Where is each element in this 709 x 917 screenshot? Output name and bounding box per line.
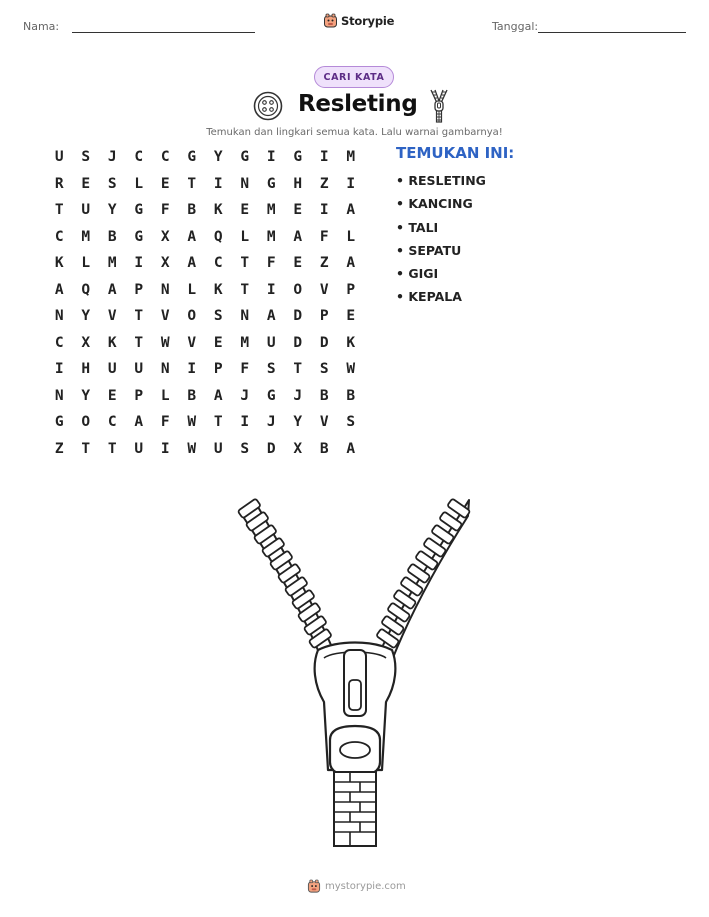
grid-cell[interactable]: P xyxy=(319,308,329,324)
grid-cell[interactable]: E xyxy=(293,202,303,218)
grid-cell[interactable]: C xyxy=(160,149,170,165)
grid-cell[interactable]: K xyxy=(107,334,117,351)
grid-cell[interactable]: A xyxy=(293,228,303,245)
grid-cell[interactable]: I xyxy=(266,281,276,298)
grid-cell[interactable]: G xyxy=(293,149,303,165)
grid-cell[interactable]: E xyxy=(107,387,117,404)
word-list-item xyxy=(396,219,486,242)
grid-cell[interactable]: B xyxy=(187,387,197,404)
grid-cell[interactable]: Z xyxy=(319,255,329,271)
grid-cell[interactable]: M xyxy=(240,334,250,351)
word-list xyxy=(396,172,486,312)
grid-cell[interactable]: Q xyxy=(81,281,91,298)
grid-cell[interactable]: E xyxy=(346,308,356,324)
grid-cell[interactable]: T xyxy=(213,414,223,430)
grid-cell[interactable]: A xyxy=(346,202,356,218)
grid-cell[interactable]: E xyxy=(240,202,250,218)
grid-cell[interactable]: N xyxy=(54,387,64,404)
bullet-icon: • xyxy=(396,289,409,305)
grid-cell[interactable]: I xyxy=(187,361,197,377)
grid-cell[interactable]: I xyxy=(240,414,250,430)
grid-cell[interactable]: A xyxy=(346,440,356,457)
grid-cell[interactable]: D xyxy=(293,334,303,351)
grid-cell[interactable]: E xyxy=(160,175,170,192)
word-list-item xyxy=(396,242,486,265)
grid-cell[interactable]: Y xyxy=(213,149,223,165)
grid-cell[interactable]: A xyxy=(134,414,144,430)
grid-cell[interactable]: B xyxy=(187,202,197,218)
grid-cell[interactable]: D xyxy=(319,334,329,351)
grid-cell[interactable]: Z xyxy=(54,440,64,457)
grid-cell[interactable]: E xyxy=(213,334,223,351)
grid-cell[interactable]: S xyxy=(346,414,356,430)
word-search-grid[interactable] xyxy=(46,146,364,464)
grid-cell[interactable]: U xyxy=(81,202,91,218)
grid-cell[interactable]: C xyxy=(107,414,117,430)
grid-cell[interactable]: Y xyxy=(81,308,91,324)
grid-cell[interactable]: U xyxy=(54,149,64,165)
word-list-item xyxy=(396,288,486,311)
grid-cell[interactable]: N xyxy=(54,308,64,324)
bullet-icon: • xyxy=(396,173,409,188)
grid-cell[interactable]: A xyxy=(187,228,197,245)
bullet-icon: • xyxy=(396,219,409,235)
grid-cell[interactable]: L xyxy=(160,387,170,404)
date-label: Tanggal: xyxy=(492,20,539,33)
grid-cell[interactable]: W xyxy=(346,361,356,377)
grid-cell[interactable]: P xyxy=(134,387,144,404)
grid-cell[interactable]: X xyxy=(160,255,170,271)
word-list-item xyxy=(396,265,486,288)
grid-cell[interactable]: B xyxy=(107,228,117,245)
grid-cell[interactable]: V xyxy=(160,308,170,324)
name-label: Nama: xyxy=(23,20,60,33)
button-icon xyxy=(253,91,283,121)
page-title: Resleting xyxy=(298,91,418,117)
grid-cell[interactable]: I xyxy=(134,255,144,271)
grid-cell[interactable]: G xyxy=(266,175,276,192)
grid-cell[interactable]: G xyxy=(266,387,276,404)
grid-cell[interactable]: C xyxy=(54,228,64,245)
grid-cell[interactable]: M xyxy=(346,149,356,165)
grid-row xyxy=(46,358,364,385)
grid-cell[interactable]: T xyxy=(240,281,250,298)
storypie-mascot-icon xyxy=(323,13,338,29)
grid-cell[interactable]: O xyxy=(187,308,197,324)
grid-row xyxy=(46,385,364,412)
grid-cell[interactable]: S xyxy=(81,149,91,165)
grid-cell[interactable]: I xyxy=(346,175,356,192)
footer xyxy=(307,879,406,894)
grid-cell[interactable]: Y xyxy=(293,414,303,430)
grid-cell[interactable]: S xyxy=(266,361,276,377)
grid-cell[interactable]: J xyxy=(240,387,250,404)
word-list-item xyxy=(396,172,486,195)
grid-cell[interactable]: X xyxy=(160,228,170,245)
grid-cell[interactable]: U xyxy=(134,361,144,377)
grid-cell[interactable]: R xyxy=(54,175,64,192)
grid-cell[interactable]: E xyxy=(81,175,91,192)
grid-cell[interactable]: W xyxy=(187,440,197,457)
grid-cell[interactable]: V xyxy=(319,281,329,298)
bullet-icon: • xyxy=(396,242,409,258)
grid-cell[interactable]: T xyxy=(187,175,197,192)
grid-cell[interactable]: B xyxy=(319,387,329,404)
grid-cell[interactable]: T xyxy=(54,202,64,218)
grid-cell[interactable]: N xyxy=(240,308,250,324)
grid-cell[interactable]: F xyxy=(266,255,276,271)
grid-row xyxy=(46,199,364,226)
grid-cell[interactable]: C xyxy=(54,334,64,351)
word-text: SEPATU xyxy=(408,242,462,258)
word-text: GIGI xyxy=(408,266,439,282)
grid-cell[interactable]: I xyxy=(213,175,223,192)
grid-cell[interactable]: N xyxy=(240,175,250,192)
grid-cell[interactable]: Q xyxy=(213,228,223,245)
grid-cell[interactable]: T xyxy=(134,308,144,324)
brand-logo xyxy=(323,13,394,29)
grid-row xyxy=(46,438,364,465)
grid-cell[interactable]: J xyxy=(266,414,276,430)
grid-cell[interactable]: G xyxy=(240,149,250,165)
grid-cell[interactable]: L xyxy=(81,255,91,271)
grid-cell[interactable]: C xyxy=(213,255,223,271)
storypie-mascot-icon xyxy=(307,879,321,894)
grid-cell[interactable]: A xyxy=(54,281,64,298)
grid-cell[interactable]: T xyxy=(81,440,91,457)
grid-cell[interactable]: L xyxy=(187,281,197,298)
grid-cell[interactable]: W xyxy=(160,334,170,351)
grid-cell[interactable]: F xyxy=(160,202,170,218)
zipper-illustration xyxy=(232,490,477,855)
grid-cell[interactable]: H xyxy=(293,175,303,192)
grid-cell[interactable]: G xyxy=(134,228,144,245)
grid-row xyxy=(46,305,364,332)
grid-cell[interactable]: C xyxy=(134,149,144,165)
instructions-text: Temukan dan lingkari semua kata. Lalu warnai gambarnya! xyxy=(206,127,503,138)
grid-cell[interactable]: I xyxy=(160,440,170,457)
grid-cell[interactable]: A xyxy=(107,281,117,298)
grid-cell[interactable]: E xyxy=(293,255,303,271)
grid-cell[interactable]: F xyxy=(319,228,329,245)
grid-cell[interactable]: S xyxy=(240,440,250,457)
grid-cell[interactable]: K xyxy=(213,202,223,218)
grid-cell[interactable]: B xyxy=(346,387,356,404)
grid-row xyxy=(46,146,364,173)
grid-cell[interactable]: X xyxy=(81,334,91,351)
grid-cell[interactable]: I xyxy=(319,202,329,218)
bullet-icon: • xyxy=(396,196,409,212)
grid-cell[interactable]: A xyxy=(266,308,276,324)
grid-row xyxy=(46,252,364,279)
grid-cell[interactable]: T xyxy=(240,255,250,271)
grid-cell[interactable]: S xyxy=(107,175,117,192)
grid-cell[interactable]: I xyxy=(54,361,64,377)
grid-cell[interactable]: A xyxy=(213,387,223,404)
grid-cell[interactable]: Y xyxy=(107,202,117,218)
grid-row xyxy=(46,226,364,253)
brand-name: Storypie xyxy=(341,14,395,28)
name-line[interactable] xyxy=(72,32,255,33)
word-text: KANCING xyxy=(408,196,473,212)
footer-url[interactable]: mystorypie.com xyxy=(325,881,406,892)
grid-cell[interactable]: S xyxy=(319,361,329,377)
grid-cell[interactable]: V xyxy=(319,414,329,430)
grid-cell[interactable]: G xyxy=(187,149,197,165)
grid-cell[interactable]: U xyxy=(213,440,223,457)
grid-cell[interactable]: D xyxy=(293,308,303,324)
grid-cell[interactable]: L xyxy=(346,228,356,245)
word-list-title: TEMUKAN INI: xyxy=(396,144,515,162)
word-list-item xyxy=(396,195,486,218)
grid-cell[interactable]: F xyxy=(160,414,170,430)
grid-cell[interactable]: P xyxy=(213,361,223,377)
grid-cell[interactable]: M xyxy=(107,255,117,271)
zipper-icon xyxy=(429,89,449,123)
grid-cell[interactable]: B xyxy=(319,440,329,457)
grid-cell[interactable]: F xyxy=(240,361,250,377)
word-text: TALI xyxy=(408,219,439,235)
date-line[interactable] xyxy=(538,32,686,33)
grid-cell[interactable]: N xyxy=(160,361,170,377)
grid-cell[interactable]: M xyxy=(266,228,276,245)
activity-badge: CARI KATA xyxy=(314,66,394,88)
grid-cell[interactable]: H xyxy=(81,361,91,377)
grid-cell[interactable]: K xyxy=(54,255,64,271)
grid-cell[interactable]: P xyxy=(134,281,144,298)
grid-cell[interactable]: O xyxy=(81,414,91,430)
grid-cell[interactable]: U xyxy=(266,334,276,351)
grid-cell[interactable]: T xyxy=(293,361,303,377)
grid-cell[interactable]: L xyxy=(240,228,250,245)
grid-cell[interactable]: U xyxy=(134,440,144,457)
instructions xyxy=(0,127,709,138)
grid-row xyxy=(46,173,364,200)
grid-cell[interactable]: G xyxy=(54,414,64,430)
grid-cell[interactable]: T xyxy=(107,440,117,457)
grid-cell[interactable]: U xyxy=(107,361,117,377)
grid-cell[interactable]: J xyxy=(293,387,303,404)
grid-cell[interactable]: Z xyxy=(319,175,329,192)
bullet-icon: • xyxy=(396,266,409,282)
grid-cell[interactable]: V xyxy=(107,308,117,324)
grid-cell[interactable]: A xyxy=(187,255,197,271)
grid-cell[interactable]: J xyxy=(107,149,117,165)
grid-cell[interactable]: T xyxy=(134,334,144,351)
grid-cell[interactable]: K xyxy=(213,281,223,298)
grid-cell[interactable]: X xyxy=(293,440,303,457)
grid-cell[interactable]: D xyxy=(266,440,276,457)
grid-cell[interactable]: I xyxy=(319,149,329,165)
grid-row xyxy=(46,279,364,306)
grid-cell[interactable]: N xyxy=(160,281,170,298)
grid-cell[interactable]: Y xyxy=(81,387,91,404)
grid-cell[interactable]: O xyxy=(293,281,303,298)
grid-cell[interactable]: K xyxy=(346,334,356,351)
word-text: KEPALA xyxy=(408,289,462,305)
grid-cell[interactable]: A xyxy=(346,255,356,271)
grid-row xyxy=(46,411,364,438)
grid-cell[interactable]: S xyxy=(213,308,223,324)
grid-cell[interactable]: P xyxy=(346,281,356,298)
grid-cell[interactable]: L xyxy=(134,175,144,192)
grid-cell[interactable]: W xyxy=(187,414,197,430)
grid-cell[interactable]: G xyxy=(134,202,144,218)
grid-cell[interactable]: M xyxy=(266,202,276,218)
grid-cell[interactable]: I xyxy=(266,149,276,165)
word-text: RESLETING xyxy=(408,173,486,188)
grid-cell[interactable]: M xyxy=(81,228,91,245)
grid-cell[interactable]: V xyxy=(187,334,197,351)
grid-row xyxy=(46,332,364,359)
